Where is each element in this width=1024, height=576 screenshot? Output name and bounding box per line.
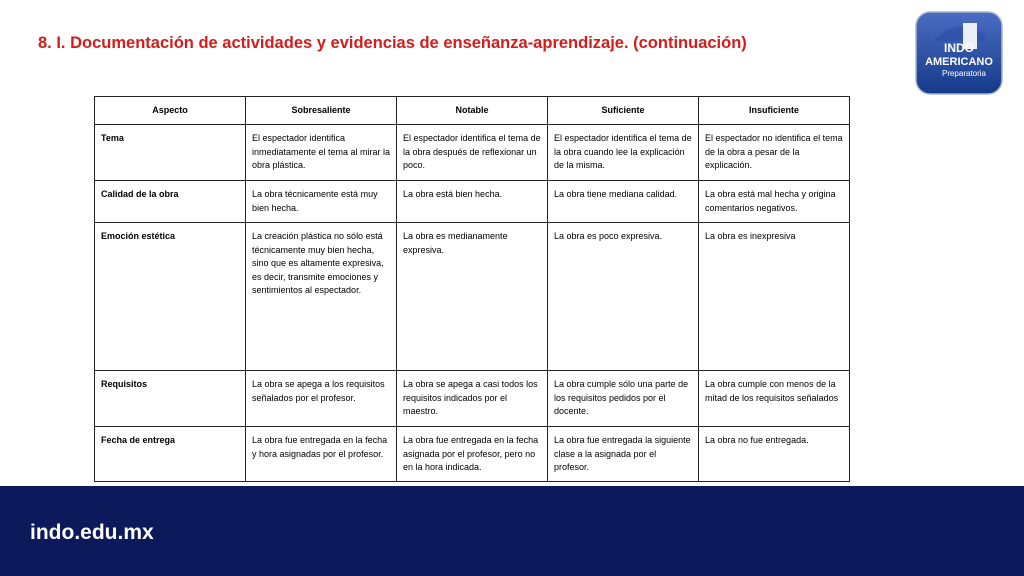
table-cell: La obra cumple con menos de la mitad de los requisitos señalados bbox=[699, 371, 850, 427]
table-cell: El espectador identifica inmediatamente el tema al mirar la obra plástica. bbox=[246, 125, 397, 181]
logo-text-americano: AMERICANO bbox=[925, 56, 993, 68]
table-cell: El espectador identifica el tema de la obra después de reflexionar un poco. bbox=[397, 125, 548, 181]
table-cell: La obra es inexpresiva bbox=[699, 223, 850, 371]
footer-url: indo.edu.mx bbox=[30, 521, 154, 544]
table-cell: La obra es poco expresiva. bbox=[548, 223, 699, 371]
table-cell: La obra se apega a los requisitos señalados por el profesor. bbox=[246, 371, 397, 427]
header-insuficiente: Insuficiente bbox=[699, 97, 850, 125]
table-row bbox=[95, 427, 850, 482]
indo-americano-logo bbox=[915, 11, 1003, 95]
table-cell: La obra no fue entregada. bbox=[699, 427, 850, 482]
logo-text-preparatoria: Preparatoria bbox=[941, 69, 987, 78]
table-row bbox=[95, 371, 850, 427]
table-row bbox=[95, 181, 850, 223]
table-cell: El espectador identifica el tema de la obra cuando lee la explicación de la misma. bbox=[548, 125, 699, 181]
row-aspect-cell: Fecha de entrega bbox=[95, 427, 246, 482]
header-sobresaliente: Sobresaliente bbox=[246, 97, 397, 125]
table-cell: La obra tiene mediana calidad. bbox=[548, 181, 699, 223]
table-cell: La creación plástica no sólo está técnicamente muy bien hecha, sino que es altamente expresiva, es decir, transmite emociones y sentimientos al espectador. bbox=[246, 223, 397, 371]
footer-bar bbox=[0, 486, 1024, 576]
table-cell: La obra está bien hecha. bbox=[397, 181, 548, 223]
rubric-table bbox=[94, 96, 850, 482]
table-row bbox=[95, 125, 850, 181]
row-aspect-cell: Tema bbox=[95, 125, 246, 181]
slide-title: 8. I. Documentación de actividades y evidencias de enseñanza-aprendizaje. (continuación) bbox=[38, 34, 747, 52]
table-header-row bbox=[95, 97, 850, 125]
table-cell: La obra cumple sólo una parte de los requisitos pedidos por el docente. bbox=[548, 371, 699, 427]
table-cell: El espectador no identifica el tema de la obra a pesar de la explicación. bbox=[699, 125, 850, 181]
header-suficiente: Suficiente bbox=[548, 97, 699, 125]
row-aspect-cell: Emoción estética bbox=[95, 223, 246, 371]
table-cell: La obra es medianamente expresiva. bbox=[397, 223, 548, 371]
table-cell: La obra está mal hecha y origina comentarios negativos. bbox=[699, 181, 850, 223]
table-cell: La obra técnicamente está muy bien hecha. bbox=[246, 181, 397, 223]
row-aspect-cell: Requisitos bbox=[95, 371, 246, 427]
header-aspecto: Aspecto bbox=[95, 97, 246, 125]
table-cell: La obra fue entregada la siguiente clase a la asignada por el profesor. bbox=[548, 427, 699, 482]
header-notable: Notable bbox=[397, 97, 548, 125]
row-aspect-cell: Calidad de la obra bbox=[95, 181, 246, 223]
table-cell: La obra fue entregada en la fecha asignada por el profesor, pero no en la hora indicada. bbox=[397, 427, 548, 482]
logo-text-indo: INDO bbox=[944, 41, 974, 55]
table-cell: La obra se apega a casi todos los requisitos indicados por el maestro. bbox=[397, 371, 548, 427]
table-row bbox=[95, 223, 850, 371]
table-cell: La obra fue entregada en la fecha y hora asignadas por el profesor. bbox=[246, 427, 397, 482]
